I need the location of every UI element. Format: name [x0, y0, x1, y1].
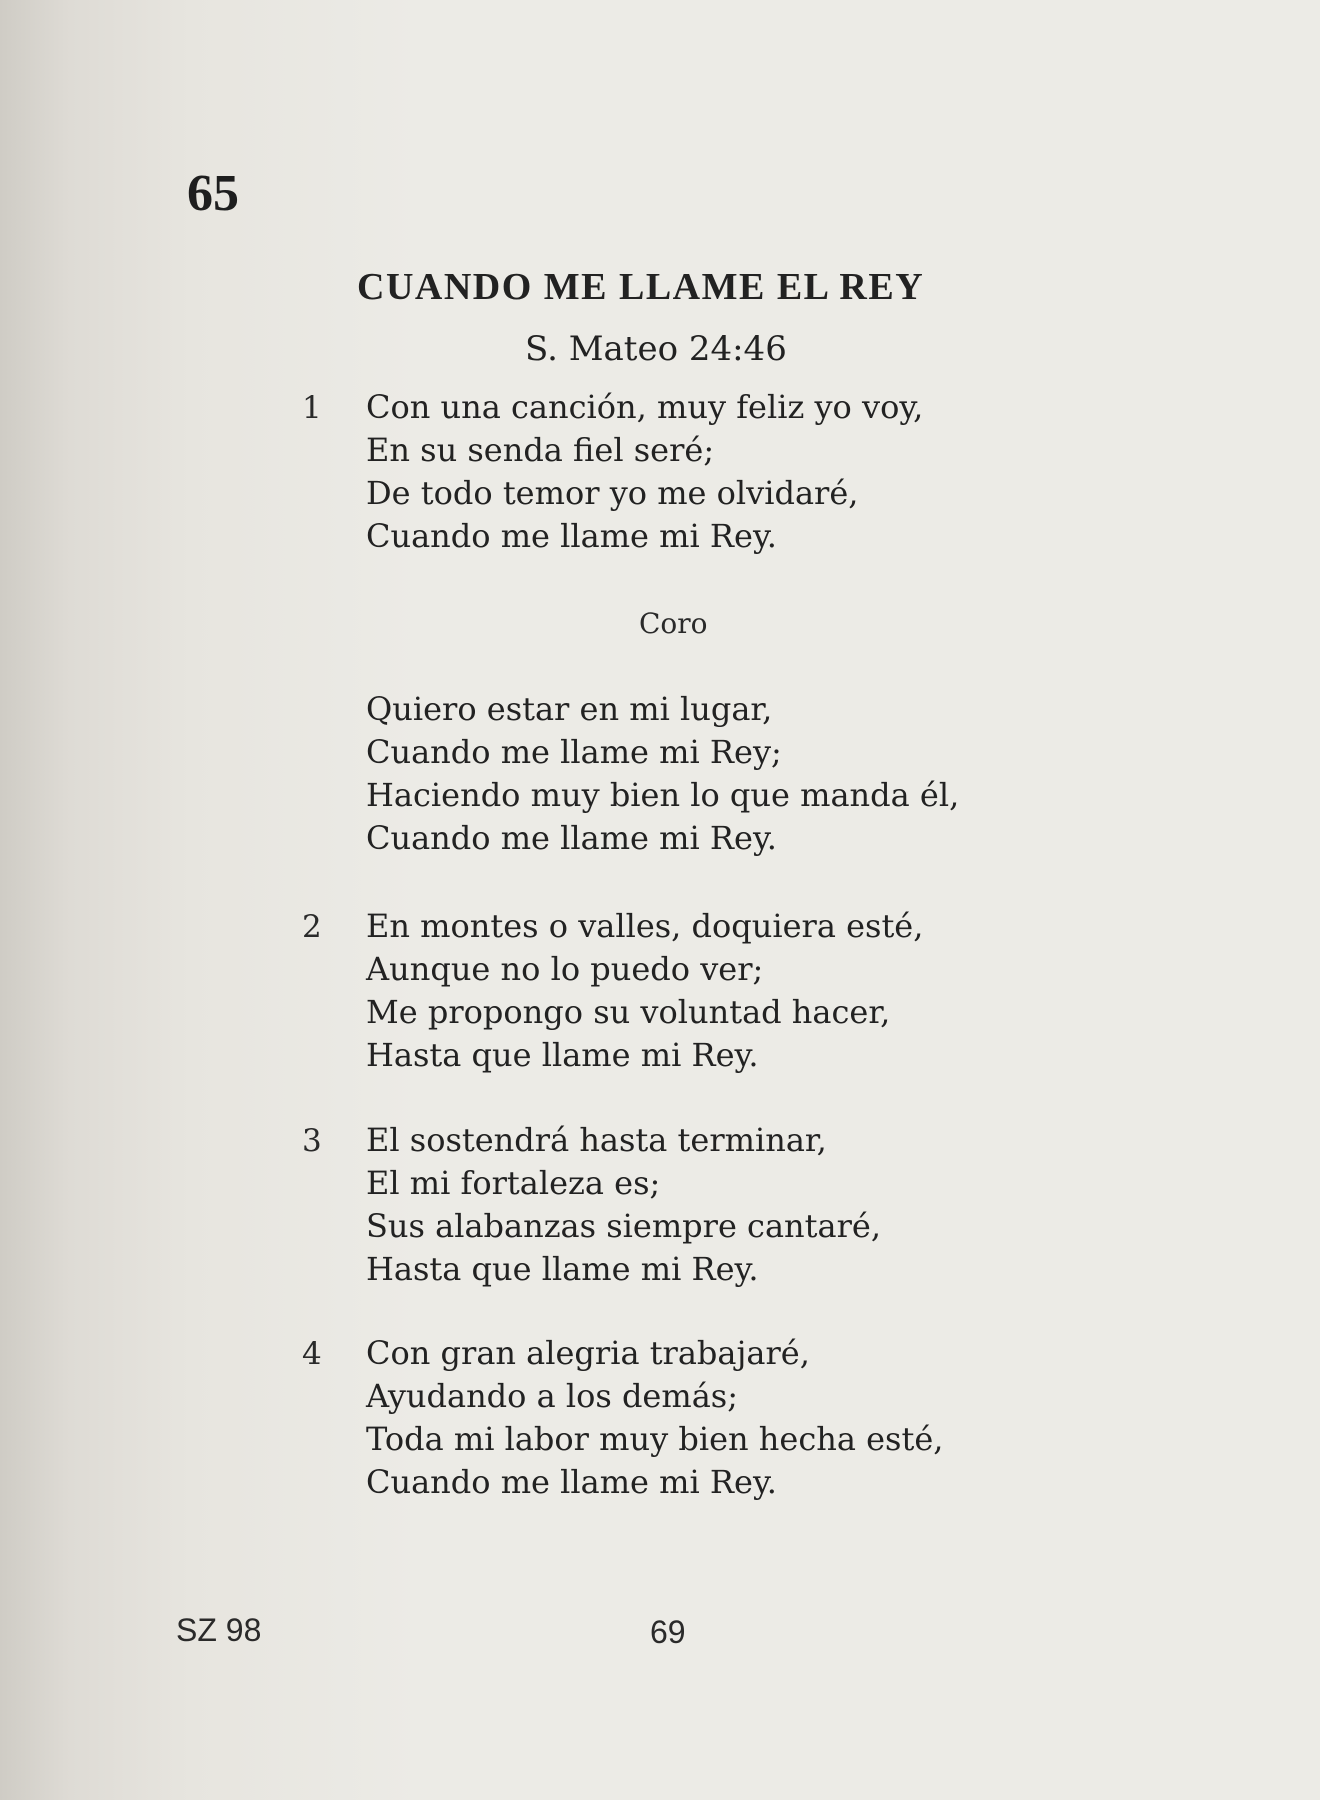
verse-line: Ayudando a los demás; — [366, 1377, 738, 1415]
stanza-number: 1 — [302, 390, 322, 426]
chorus-line: Quiero estar en mi lugar, — [366, 690, 773, 728]
chorus-line: Cuando me llame mi Rey; — [366, 733, 782, 771]
verse-line: Cuando me llame mi Rey. — [366, 1463, 777, 1501]
verse-line: Hasta que llame mi Rey. — [366, 1250, 759, 1288]
verse-line: El mi fortaleza es; — [366, 1164, 661, 1202]
verse-line: Con gran alegria trabajaré, — [366, 1334, 810, 1372]
verse-line: Toda mi labor muy bien hecha esté, — [366, 1420, 944, 1458]
stanza-4-lines — [366, 1332, 943, 1504]
verse-line: Me propongo su voluntad hacer, — [366, 993, 891, 1031]
verse-line: En montes o valles, doquiera esté, — [366, 907, 924, 945]
footer-code: SZ 98 — [176, 1612, 262, 1648]
stanza-number: 2 — [302, 909, 322, 945]
stanza-number: 4 — [302, 1336, 322, 1372]
verse-line: Sus alabanzas siempre cantaré, — [366, 1207, 881, 1245]
verse-line: Aunque no lo puedo ver; — [366, 950, 764, 988]
verse-line: El sostendrá hasta terminar, — [366, 1121, 827, 1159]
chorus-line: Cuando me llame mi Rey. — [366, 819, 777, 857]
stanza-1-lines — [366, 386, 923, 558]
chorus-line: Haciendo muy bien lo que manda él, — [366, 776, 960, 814]
page-number: 69 — [650, 1614, 686, 1650]
stanza-3-lines — [366, 1119, 881, 1291]
bleed-through-shadow — [1110, 178, 1290, 238]
chorus-lines — [366, 688, 959, 860]
verse-line: De todo temor yo me olvidaré, — [366, 474, 859, 512]
stanza-2-lines — [366, 905, 923, 1077]
chorus-label: Coro — [639, 607, 708, 640]
stanza-number: 3 — [302, 1123, 322, 1159]
verse-line: Con una canción, muy feliz yo voy, — [366, 388, 924, 426]
hymn-title: CUANDO ME LLAME EL REY — [357, 266, 925, 308]
hymn-number: 65 — [187, 165, 239, 222]
verse-line: En su senda fiel seré; — [366, 431, 715, 469]
verse-line: Hasta que llame mi Rey. — [366, 1036, 759, 1074]
verse-line: Cuando me llame mi Rey. — [366, 517, 777, 555]
scripture-reference: S. Mateo 24:46 — [525, 329, 787, 369]
